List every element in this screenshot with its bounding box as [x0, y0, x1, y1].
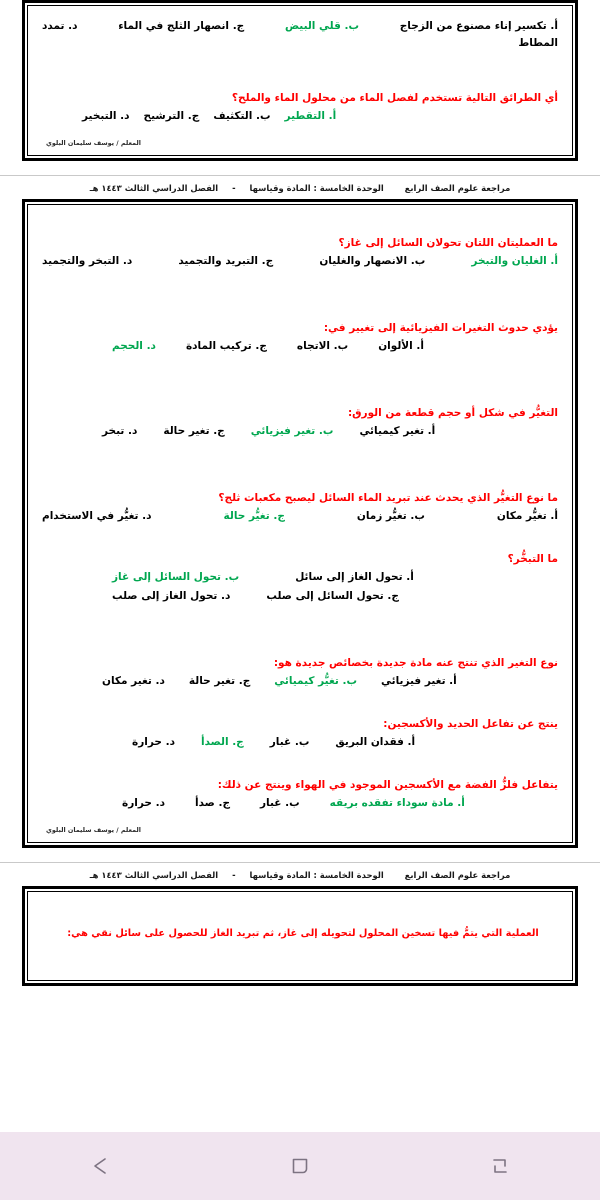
options-row	[42, 421, 558, 440]
question-text: يتفاعل فلزُّ الفضة مع الأكسجين الموجود في الهواء وينتج عن ذلك:	[217, 778, 558, 791]
spacer	[42, 755, 558, 777]
option-b[interactable]: ب. غبار	[269, 736, 310, 749]
question-text: نوع التغير الذي تنتج عنه مادة جديدة بخصائص جديدة هو:	[273, 656, 558, 669]
question-block	[42, 405, 558, 440]
header-dash: -	[232, 869, 236, 880]
option-b[interactable]: ب. تغيُّر كيميائي	[274, 675, 358, 688]
page-gap	[0, 848, 600, 862]
options-row	[42, 671, 558, 690]
options-row	[42, 506, 558, 525]
question-text: يؤدي حدوث التغيرات الفيزيائية إلى تغيير في:	[323, 321, 558, 334]
page-header	[0, 176, 600, 199]
option-b[interactable]: ب. الاتجاه	[296, 339, 349, 352]
option-a[interactable]: أ. تغيُّر مكان	[496, 510, 558, 523]
page-frame-inner	[27, 891, 573, 981]
spacer	[42, 694, 558, 716]
option-d[interactable]: د. حرارة	[132, 736, 175, 749]
document-page-1	[0, 0, 600, 161]
option-d[interactable]: د. حرارة	[122, 797, 165, 810]
option-b[interactable]: ب. غبار	[260, 797, 300, 810]
options-row	[42, 567, 558, 586]
question-text: ما التبخُّر؟	[507, 552, 558, 565]
options-row	[42, 732, 558, 751]
option-a[interactable]: أ. تكسير إناء مصنوع من الزجاج	[399, 20, 558, 32]
page-header	[0, 863, 600, 886]
question-block	[42, 235, 558, 270]
spacer	[42, 274, 558, 320]
question-block	[42, 490, 558, 525]
header-unit: الوحدة الخامسة : المادة وقياسها	[249, 869, 384, 880]
option-b[interactable]: ب. الانصهار والغليان	[319, 254, 426, 267]
question-block	[42, 90, 558, 125]
option-b[interactable]: ب. تحول السائل إلى غاز	[112, 571, 240, 584]
spacer	[42, 609, 558, 655]
option-continuation: المطاط	[518, 36, 558, 49]
question-text: ينتج عن تفاعل الحديد والأكسجين:	[383, 717, 558, 730]
option-c[interactable]: ج. صدأ	[194, 797, 231, 810]
option-c[interactable]: ج. الترشيح	[143, 109, 200, 122]
page-frame-inner	[27, 204, 573, 843]
question-text: أي الطرائق التالية تستخدم لفصل الماء من محلول الماء والملح؟	[231, 91, 558, 104]
question-text: ما العمليتان اللتان تحولان السائل إلى غاز؟	[338, 236, 558, 249]
options-row	[42, 793, 558, 812]
spacer	[42, 529, 558, 551]
spacer	[42, 359, 558, 405]
header-dash: -	[232, 182, 236, 193]
spacer	[42, 444, 558, 490]
option-c[interactable]: ج. الصدأ	[200, 736, 244, 749]
option-c[interactable]: ج. تغيُّر حالة	[223, 510, 285, 523]
option-c[interactable]: ج. تغير حالة	[163, 425, 225, 438]
option-c[interactable]: ج. تحول السائل إلى صلب	[266, 589, 399, 602]
option-d[interactable]: د. تحول الغاز إلى صلب	[112, 589, 231, 602]
options-row	[42, 336, 558, 355]
option-d[interactable]: د. التبخر والتجميد	[42, 254, 133, 267]
question-block	[42, 551, 558, 605]
question-text: ما نوع التغيُّر الذي يحدث عند تبريد الماء السائل ليصبح مكعبات ثلج؟	[218, 491, 558, 504]
document-page-3	[0, 863, 600, 986]
teacher-signature: المعلم / يوسف سليمان البلوي	[46, 825, 141, 834]
android-navigation-bar	[0, 1132, 600, 1200]
options-row	[42, 106, 558, 125]
recents-button[interactable]	[460, 1132, 540, 1200]
home-button[interactable]	[260, 1132, 340, 1200]
page-frame	[22, 886, 578, 986]
page-gap	[0, 161, 600, 175]
header-term: الفصل الدراسي الثالث ١٤٤٣ هـ	[89, 869, 219, 880]
page-frame	[22, 199, 578, 848]
option-d[interactable]: د. تبخر	[102, 425, 138, 438]
home-icon	[285, 1151, 315, 1181]
options-row	[42, 16, 558, 35]
option-d[interactable]: د. تغيُّر في الاستخدام	[42, 510, 152, 523]
question-block	[42, 926, 558, 941]
option-c[interactable]: ج. تغير حالة	[188, 675, 251, 688]
option-c[interactable]: ج. التبريد والتجميد	[178, 254, 274, 267]
back-button[interactable]	[60, 1132, 140, 1200]
option-c[interactable]: ج. انصهار الثلج في الماء	[118, 20, 245, 32]
option-a[interactable]: أ. تحول الغاز إلى سائل	[295, 571, 414, 584]
header-term: الفصل الدراسي الثالث ١٤٤٣ هـ	[89, 182, 219, 193]
option-b[interactable]: ب. قلي البيض	[284, 20, 360, 32]
question-block	[42, 320, 558, 355]
option-d[interactable]: د. الحجم	[112, 339, 156, 352]
options-row	[42, 251, 558, 270]
question-text: العملية التي يتمُّ فيها تسخين المحلول لتحويله إلى غاز، ثم تبريد الغاز للحصول على سائل نقي هي:	[67, 927, 539, 939]
option-d[interactable]: د. تغير مكان	[102, 675, 165, 688]
option-d[interactable]: د. تمدد	[42, 20, 78, 32]
page-frame	[22, 0, 578, 161]
option-b[interactable]: ب. تغير فيزيائي	[250, 425, 334, 438]
option-c[interactable]: ج. تركيب المادة	[185, 339, 267, 352]
recents-icon	[485, 1151, 515, 1181]
header-title: مراجعة علوم الصف الرابع	[404, 182, 511, 193]
option-a[interactable]: أ. التقطير	[284, 109, 337, 122]
document-page-2	[0, 176, 600, 848]
question-block	[42, 716, 558, 751]
header-title: مراجعة علوم الصف الرابع	[404, 869, 511, 880]
option-d[interactable]: د. التبخير	[82, 109, 130, 122]
option-b[interactable]: ب. تغيُّر زمان	[356, 510, 425, 523]
question-block	[42, 16, 558, 52]
question-text: التغيُّر في شكل أو حجم قطعة من الورق:	[347, 406, 558, 419]
option-a[interactable]: أ. فقدان البريق	[335, 736, 416, 749]
option-a[interactable]: أ. تغير كيميائي	[359, 425, 436, 438]
teacher-signature: المعلم / يوسف سليمان البلوي	[46, 138, 141, 147]
option-a[interactable]: أ. الألوان	[378, 339, 424, 352]
question-block	[42, 655, 558, 690]
back-icon	[85, 1151, 115, 1181]
question-block	[42, 777, 558, 812]
page-frame-inner	[27, 5, 573, 156]
option-a[interactable]: أ. تغير فيزيائي	[381, 675, 457, 688]
option-a[interactable]: أ. مادة سوداء تفقده بريقه	[329, 797, 465, 810]
option-a[interactable]: أ. الغليان والتبخر	[471, 254, 558, 267]
spacer	[42, 56, 558, 90]
option-b[interactable]: ب. التكثيف	[213, 109, 271, 122]
header-unit: الوحدة الخامسة : المادة وقياسها	[249, 182, 384, 193]
options-row	[42, 586, 558, 605]
